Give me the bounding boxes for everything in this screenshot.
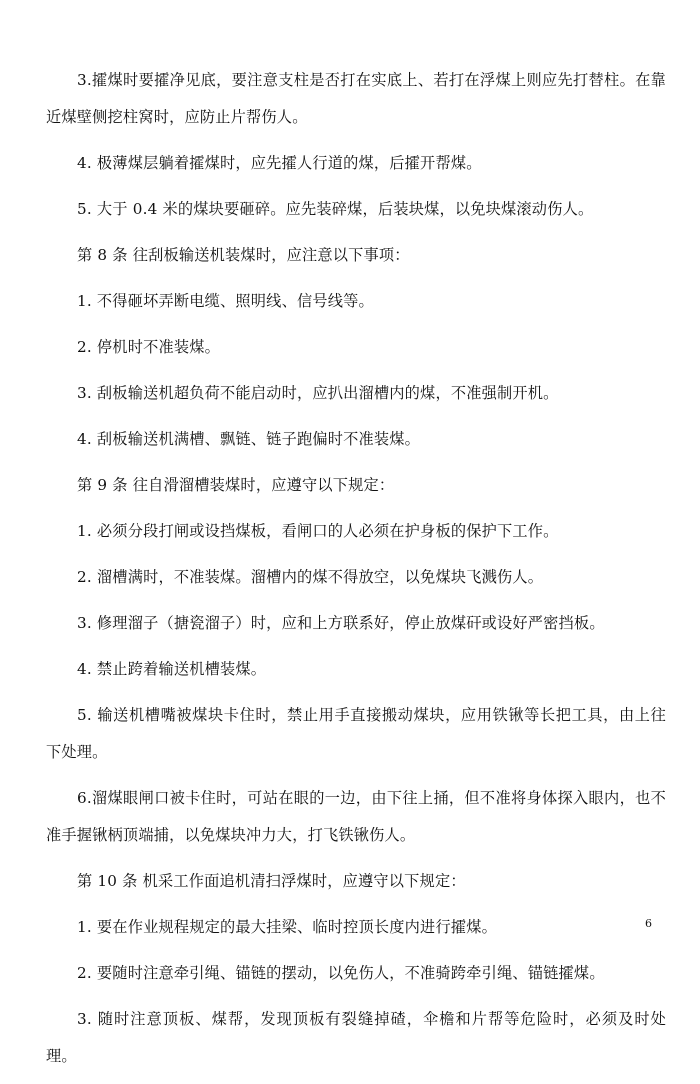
page-number: 6 (645, 917, 652, 930)
section-heading: 第 9 条 往自滑溜槽装煤时，应遵守以下规定： (77, 476, 395, 494)
paragraph: 2. 停机时不准装煤。 (77, 338, 221, 356)
paragraph: 4. 极薄煤层躺着攉煤时，应先攉人行道的煤，后攉开帮煤。 (77, 154, 482, 172)
paragraph: 3.攉煤时要攉净见底，要注意支柱是否打在实底上、若打在浮煤上则应先打替柱。在靠近煤壁侧挖柱窝时，应防止片帮伤人。 (46, 71, 666, 126)
paragraph: 3. 刮板输送机超负荷不能启动时，应扒出溜槽内的煤，不准强制开机。 (77, 384, 559, 402)
paragraph: 5. 大于 0.4 米的煤块要砸碎。应先装碎煤，后装块煤，以免块煤滚动伤人。 (77, 200, 594, 218)
paragraph: 4. 刮板输送机满槽、飘链、链子跑偏时不准装煤。 (77, 430, 421, 448)
section-heading: 第 10 条 机采工作面追机清扫浮煤时，应遵守以下规定： (77, 872, 466, 890)
section-heading: 第 8 条 往刮板输送机装煤时，应注意以下事项： (77, 246, 410, 264)
paragraph: 2. 溜槽满时，不准装煤。溜槽内的煤不得放空，以免煤块飞溅伤人。 (77, 568, 544, 586)
paragraph: 1. 要在作业规程规定的最大挂梁、临时控顶长度内进行攉煤。 (77, 918, 497, 936)
paragraph: 2. 要随时注意牵引绳、锚链的摆动，以免伤人，不准骑跨牵引绳、锚链攉煤。 (77, 964, 605, 982)
paragraph: 1. 必须分段打闸或设挡煤板，看闸口的人必须在护身板的保护下工作。 (77, 522, 559, 540)
paragraph: 6.溜煤眼闸口被卡住时，可站在眼的一边，由下往上捅，但不准将身体探入眼内，也不准手握锹柄顶端捕，以免煤块冲力大，打飞铁锹伤人。 (46, 789, 666, 844)
paragraph: 3. 修理溜子（搪瓷溜子）时，应和上方联系好，停止放煤矸或设好严密挡板。 (77, 614, 605, 632)
paragraph: 5. 输送机槽嘴被煤块卡住时，禁止用手直接搬动煤块，应用铁锹等长把工具，由上往下处理。 (46, 706, 666, 761)
paragraph: 3. 随时注意顶板、煤帮，发现顶板有裂缝掉碴，伞檐和片帮等危险时，必须及时处理。 (46, 1010, 666, 1065)
document-body (46, 62, 666, 1084)
paragraph: 1. 不得砸坏弄断电缆、照明线、信号线等。 (77, 292, 374, 310)
paragraph: 4. 禁止跨着输送机槽装煤。 (77, 660, 267, 678)
